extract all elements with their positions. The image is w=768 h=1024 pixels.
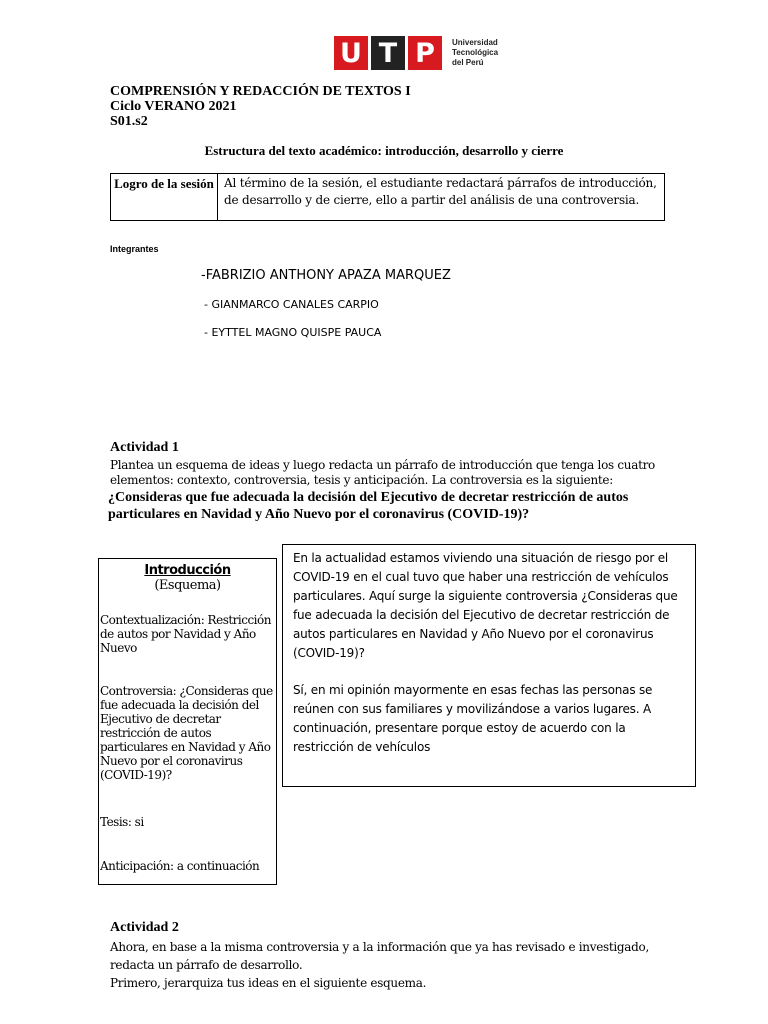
introduccion-paragraph: En la actualidad estamos viviendo una situación de riesgo por el COVID-19 en el cual tuvo que haber una restricción de vehículos particulares. Aquí surge la siguiente controversia ¿Consideras que fue adecuada la decisión del Ejecutivo de decretar restricción de autos particulares en Navidad y Año Nuevo por el coronavirus (COVID-19)? — [293, 551, 678, 660]
document-title: Estructura del texto académico: introducción, desarrollo y cierre — [204, 143, 564, 158]
actividad-2-instruction — [110, 938, 690, 992]
actividad-1-heading: Actividad 1 — [110, 440, 179, 455]
esquema-controversia: Controversia: ¿Consideras que fue adecuada la decisión del Ejecutivo de decretar restricción de autos particulares en Navidad y Año Nuevo por el coronavirus (COVID-19)? — [100, 684, 273, 782]
logro-text: Al término de la sesión, el estudiante redactará párrafos de introducción, de desarrollo y de cierre, ello a partir del análisis de una controversia. — [224, 176, 657, 207]
course-header — [110, 84, 411, 129]
introduccion-box — [282, 544, 696, 787]
logo-letter-u: U — [334, 36, 368, 70]
actividad-2-line: redacta un párrafo de desarrollo. — [110, 958, 303, 972]
logro-label: Logro de la sesión — [111, 174, 218, 220]
course-name: COMPRENSIÓN Y REDACCIÓN DE TEXTOS I — [110, 84, 411, 99]
esquema-box — [98, 558, 277, 885]
esquema-heading: Introducción — [144, 563, 231, 578]
logro-table — [110, 173, 665, 221]
integrantes-label: Integrantes — [110, 244, 159, 254]
logo-text — [452, 38, 498, 68]
logo-text-line: Universidad — [452, 38, 498, 47]
esquema-tesis: Tesis: si — [100, 815, 144, 829]
actividad-2-line: Ahora, en base a la misma controversia y a la información que ya has revisado e investigado, — [110, 940, 649, 954]
actividad-2-line: Primero, jerarquiza tus ideas en el siguiente esquema. — [110, 976, 427, 990]
logo-text-line: del Perú — [452, 58, 484, 67]
logo-letter-p: P — [408, 36, 442, 70]
introduccion-paragraph: Sí, en mi opinión mayormente en esas fechas las personas se reúnen con sus familiares y movilizándose a varios lugares. A continuación, presentare porque estoy de acuerdo con la restricción de vehículos — [293, 683, 653, 754]
esquema-contextualizacion: Contextualización: Restricción de autos por Navidad y Año Nuevo — [100, 613, 271, 655]
actividad-2-heading: Actividad 2 — [110, 920, 179, 935]
utp-logo — [334, 36, 498, 70]
logo-text-line: Tecnológica — [452, 48, 499, 57]
esquema-anticipacion: Anticipación: a continuación — [100, 859, 260, 873]
member-name: - GIANMARCO CANALES CARPIO — [204, 298, 379, 311]
esquema-subheading: (Esquema) — [154, 578, 221, 593]
actividad-1-instruction: Plantea un esquema de ideas y luego redacta un párrafo de introducción que tenga los cuatro elementos: contexto, controversia, tesis y anticipación. La controversia es la siguiente: — [110, 458, 655, 487]
member-name: - EYTTEL MAGNO QUISPE PAUCA — [204, 326, 382, 339]
member-name: -FABRIZIO ANTHONY APAZA MARQUEZ — [201, 268, 451, 283]
logo-letter-t: T — [371, 36, 405, 70]
course-session: S01.s2 — [110, 114, 148, 129]
course-cycle: Ciclo VERANO 2021 — [110, 99, 237, 114]
actividad-1-question: ¿Consideras que fue adecuada la decisión del Ejecutivo de decretar restricción de autos particulares en Navidad y Año Nuevo por el coronavirus (COVID-19)? — [108, 490, 629, 522]
